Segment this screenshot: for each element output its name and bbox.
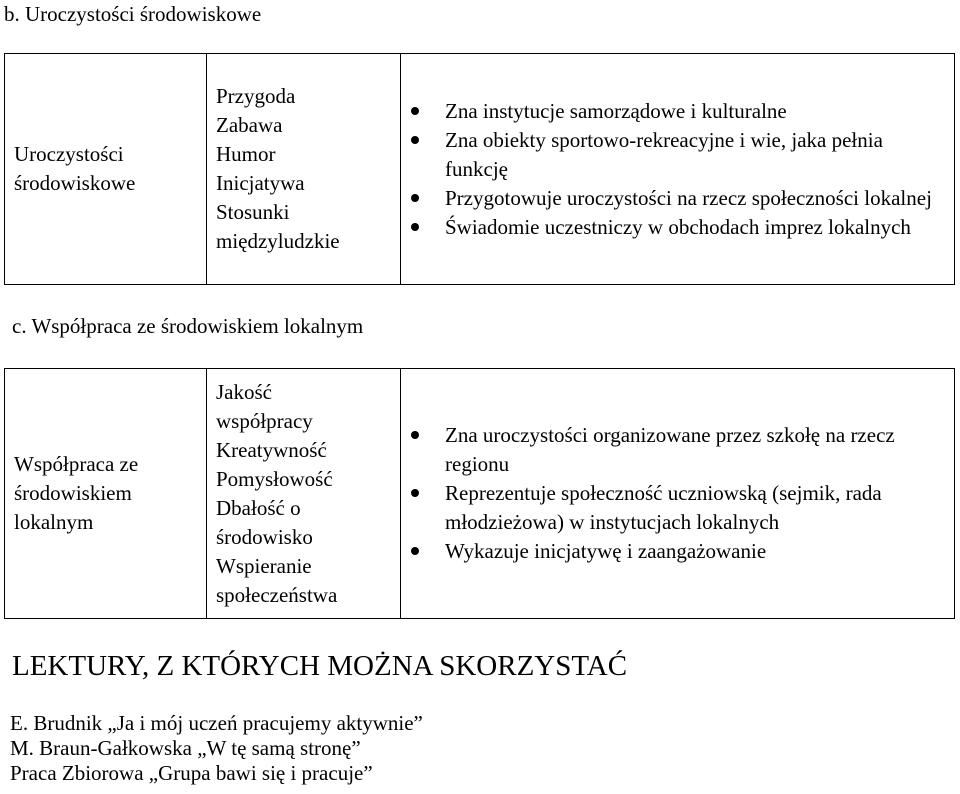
bullet-icon — [411, 223, 419, 231]
readings-heading: LEKTURY, Z KTÓRYCH MOŻNA SKORZYSTAĆ — [12, 650, 628, 682]
area-cell — [5, 369, 207, 619]
list-item — [401, 537, 946, 566]
list-item — [401, 421, 946, 479]
area-cell — [5, 54, 207, 285]
area-line: środowiskiem — [14, 481, 132, 505]
list-item — [401, 184, 946, 213]
list-item: Praca Zbiorowa „Grupa bawi się i pracuje” — [10, 761, 373, 785]
section-b-heading: b. Uroczystości środowiskowe — [4, 2, 262, 26]
value-line: Wspieranie — [216, 553, 312, 578]
value-line: Stosunki — [216, 200, 290, 224]
outcome-text: Zna instytucje samorządowe i kulturalne — [445, 98, 787, 123]
outcome-text: Reprezentuje społeczność uczniowską (sejmik, rada młodzieżowa) w instytucjach lokalnych — [445, 481, 882, 534]
list-item — [401, 479, 946, 537]
bullet-icon — [411, 107, 419, 115]
value-line: Zabawa — [216, 113, 283, 137]
value-line: Pomysłowość — [216, 466, 333, 491]
area-line: lokalnym — [14, 510, 94, 534]
bullet-icon — [411, 194, 419, 202]
outcome-text: Zna uroczystości organizowane przez szkołę na rzecz regionu — [445, 423, 895, 476]
outcome-text: Zna obiekty sportowo-rekreacyjne i wie, jaka pełnia funkcję — [445, 127, 883, 181]
value-line: środowisko — [216, 524, 313, 549]
table-row — [5, 54, 955, 285]
bullet-icon — [411, 489, 419, 497]
bullet-icon — [411, 136, 419, 144]
list-item: E. Brudnik „Ja i mój uczeń pracujemy aktywnie” — [10, 711, 423, 735]
value-line: Dbałość o — [216, 495, 301, 520]
outcome-text: Przygotowuje uroczystości na rzecz społeczności lokalnej — [445, 185, 932, 210]
outcomes-cell — [401, 369, 955, 619]
value-line: Humor — [216, 142, 276, 166]
value-line: społeczeństwa — [216, 582, 338, 607]
list-item — [401, 213, 946, 242]
list-item — [401, 126, 946, 184]
table-row — [5, 369, 955, 619]
value-line: Inicjatywa — [216, 171, 305, 195]
bullet-icon — [411, 547, 419, 555]
value-line: międzyludzkie — [216, 229, 340, 253]
table-uroczystosci — [4, 53, 955, 285]
list-item: M. Braun-Gałkowska „W tę samą stronę” — [10, 736, 361, 760]
table-wspolpraca — [4, 368, 955, 619]
readings-list — [10, 711, 423, 786]
value-line: Przygoda — [216, 84, 296, 108]
area-line: Uroczystości — [14, 142, 124, 166]
bullet-icon — [411, 431, 419, 439]
area-line: Współpraca ze — [14, 452, 139, 476]
area-line: środowiskowe — [14, 171, 136, 195]
value-line: Kreatywność — [216, 437, 327, 462]
outcomes-list — [401, 97, 954, 242]
outcome-text: Wykazuje inicjatywę i zaangażowanie — [445, 539, 767, 563]
section-c-heading: c. Współpraca ze środowiskiem lokalnym — [12, 314, 364, 338]
outcomes-cell — [401, 54, 955, 285]
value-line: Jakość — [216, 379, 272, 404]
outcome-text: Świadomie uczestniczy w obchodach imprez lokalnych — [445, 214, 911, 239]
values-cell — [207, 54, 401, 285]
outcomes-list — [401, 421, 954, 566]
list-item — [401, 97, 946, 126]
values-cell — [207, 369, 401, 619]
value-line: współpracy — [216, 408, 313, 433]
